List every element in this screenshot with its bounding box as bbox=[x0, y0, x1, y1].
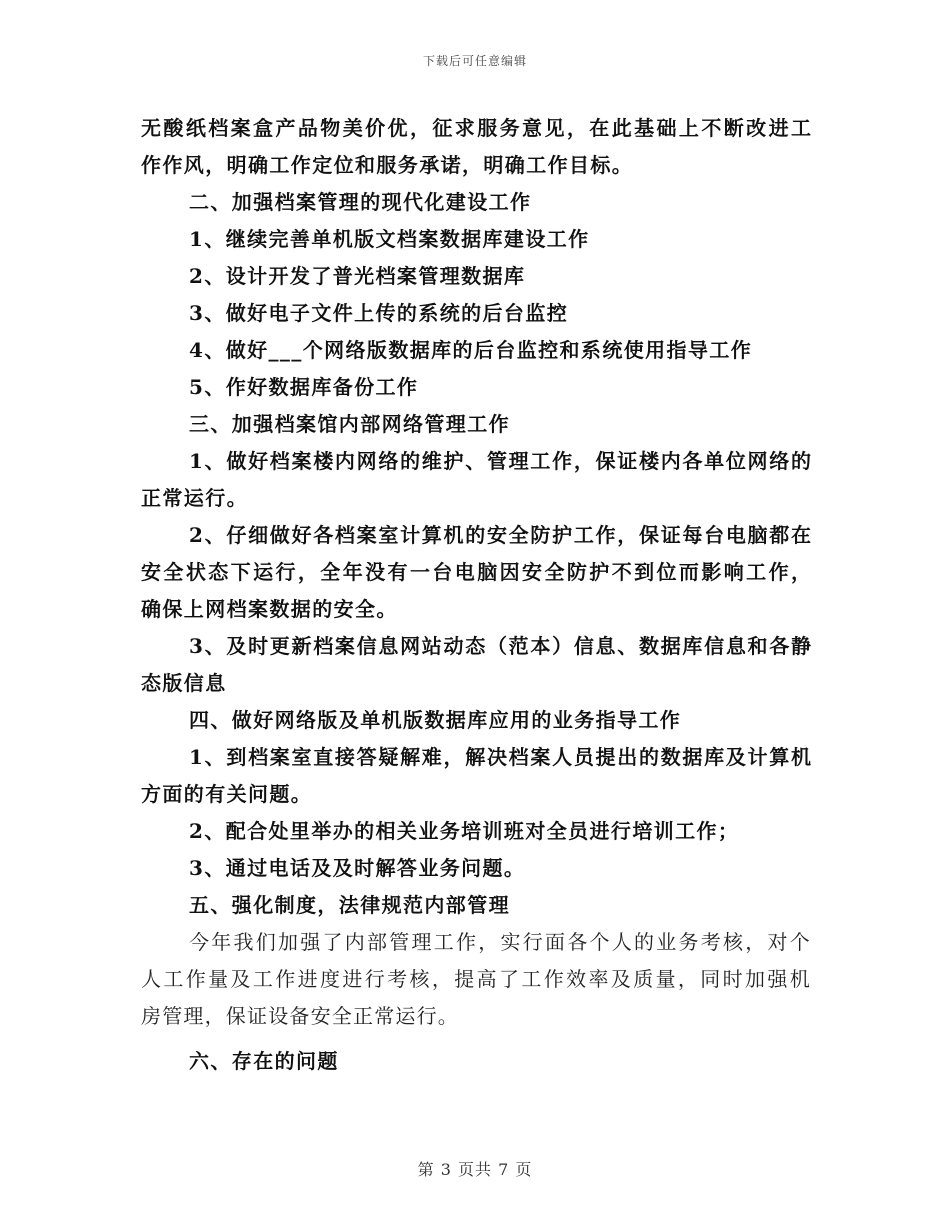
paragraph-line: 方面的有关问题。 bbox=[141, 782, 313, 806]
paragraph-line: 态版信息 bbox=[141, 671, 227, 695]
paragraph-line: 人工作量及工作进度进行考核，提高了工作效率及质量，同时加强机 bbox=[141, 967, 811, 991]
page-footer: 第 3 页共 7 页 bbox=[417, 1160, 533, 1179]
section-heading: 二、加强档案管理的现代化建设工作 bbox=[189, 190, 532, 214]
list-item: 4、做好___个网络版数据库的后台监控和系统使用指导工作 bbox=[189, 338, 753, 362]
paragraph-line: 安全状态下运行，全年没有一台电脑因安全防护不到位而影响工作， bbox=[141, 560, 811, 584]
list-item: 1、继续完善单机版文档案数据库建设工作 bbox=[189, 227, 590, 251]
list-item: 2、设计开发了普光档案管理数据库 bbox=[189, 264, 526, 288]
paragraph-line: 房管理，保证设备安全正常运行。 bbox=[141, 1004, 459, 1028]
section-heading: 五、强化制度，法律规范内部管理 bbox=[189, 893, 510, 917]
section-heading: 三、加强档案馆内部网络管理工作 bbox=[189, 412, 510, 436]
list-item: 5、作好数据库备份工作 bbox=[189, 375, 419, 399]
paragraph-line: 确保上网档案数据的安全。 bbox=[141, 597, 398, 621]
spacer bbox=[141, 1035, 811, 1043]
paragraph-line: 作作风，明确工作定位和服务承诺，明确工作目标。 bbox=[141, 153, 634, 177]
paragraph-line: 无酸纸档案盒产品物美价优，征求服务意见，在此基础上不断改进工 bbox=[141, 116, 811, 140]
list-item: 1、做好档案楼内网络的维护、管理工作，保证楼内各单位网络的 bbox=[189, 449, 811, 473]
section-heading: 六、存在的问题 bbox=[189, 1049, 339, 1073]
document-body bbox=[141, 110, 811, 1080]
list-item: 2、仔细做好各档案室计算机的安全防护工作，保证每台电脑都在 bbox=[189, 523, 811, 547]
page-header: 下载后可任意编辑 bbox=[422, 54, 527, 68]
section-heading: 四、做好网络版及单机版数据库应用的业务指导工作 bbox=[189, 708, 682, 732]
list-item: 2、配合处里举办的相关业务培训班对全员进行培训工作； bbox=[189, 819, 740, 843]
list-item: 3、做好电子文件上传的系统的后台监控 bbox=[189, 301, 569, 325]
paragraph-line: 今年我们加强了内部管理工作，实行面各个人的业务考核，对个 bbox=[189, 930, 811, 954]
list-item: 3、及时更新档案信息网站动态（范本）信息、数据库信息和各静 bbox=[189, 634, 811, 658]
list-item: 1、到档案室直接答疑解难，解决档案人员提出的数据库及计算机 bbox=[189, 745, 811, 769]
list-item: 3、通过电话及及时解答业务问题。 bbox=[189, 856, 526, 880]
paragraph-line: 正常运行。 bbox=[141, 486, 248, 510]
